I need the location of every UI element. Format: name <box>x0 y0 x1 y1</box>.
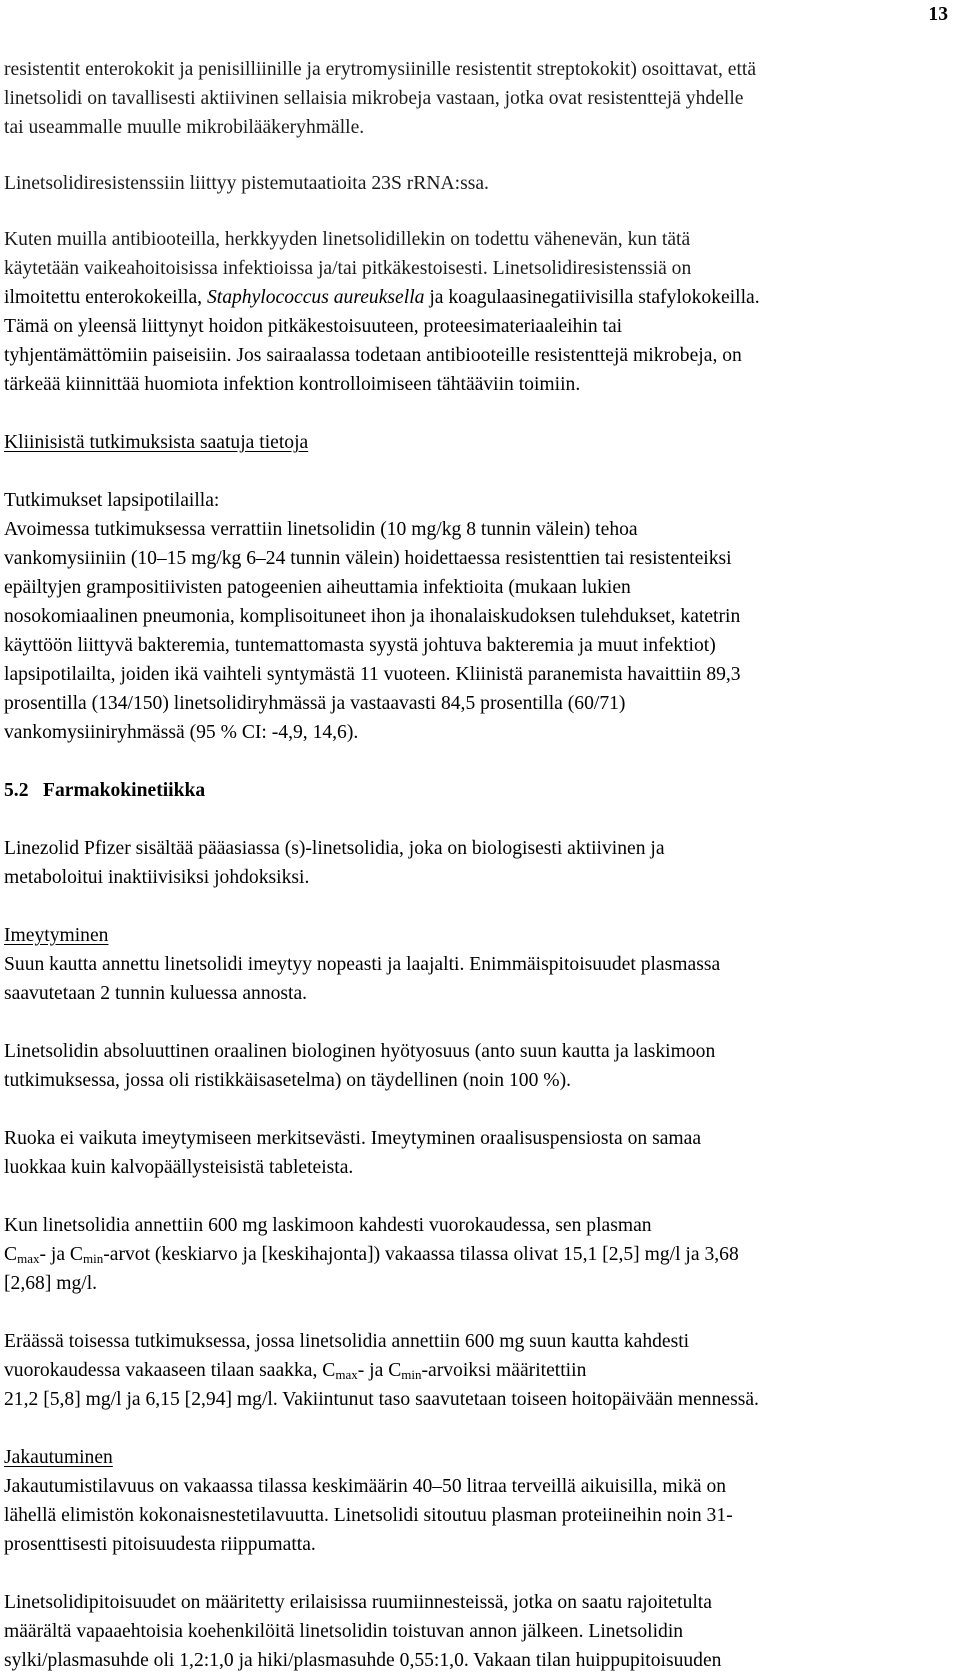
heading-distribution: Jakautuminen <box>4 1447 113 1468</box>
text-line: Tämä on yleensä liittynyt hoidon pitkäkestoisuuteen, proteesimateriaaleihin tai <box>4 316 623 337</box>
text-line <box>4 1240 948 1269</box>
section-number: 5.2 <box>4 780 29 801</box>
subscript: max <box>335 1367 358 1382</box>
paragraph-resistance <box>4 55 948 142</box>
text-line: saavutetaan 2 tunnin kuluessa annosta. <box>4 983 308 1004</box>
text-line: Jakautumistilavuus on vakaassa tilassa keskimäärin 40‒50 litraa terveillä aikuisilla, mikä on <box>4 1476 727 1497</box>
paragraph-susceptibility <box>4 225 948 399</box>
paragraph-food-effect <box>4 1124 948 1182</box>
paragraph-bioavailability <box>4 1037 948 1095</box>
text-line: Avoimessa tutkimuksessa verrattiin linetsolidin (10 mg/kg 8 tunnin välein) tehoa <box>4 519 638 540</box>
text-span: - ja C <box>357 1360 402 1381</box>
text-line: sylki/plasmasuhde oli 1,2:1,0 ja hiki/plasmasuhde 0,55:1,0. Vakaan tilan huippupitoisuuden <box>4 1650 722 1671</box>
text-line: nosokomiaalinen pneumonia, komplisoituneet ihon ja ihonalaiskudoksen tulehdukset, katetrin <box>4 606 741 627</box>
subscript: min <box>401 1367 422 1382</box>
text-line: Kuten muilla antibiooteilla, herkkyyden linetsolidillekin on todettu vähenevän, kun tätä <box>4 229 691 250</box>
text-line: Eräässä toisessa tutkimuksessa, jossa linetsolidia annettiin 600 mg suun kautta kahdesti <box>4 1331 690 1352</box>
paragraph-pediatric-study <box>4 486 948 747</box>
text-line: käyttöön liittyvä bakteremia, tuntemattomasta syystä johtuva bakteremia ja muut infektiot) <box>4 635 716 656</box>
text-line: Linezolid Pfizer sisältää pääasiassa (s)-linetsolidia, joka on biologisesti aktiivinen ja <box>4 838 665 859</box>
text-line: määrältä vapaaehtoisia koehenkilöitä linetsolidin toistuvan annon jälkeen. Linetsolidin <box>4 1621 684 1642</box>
text-line: Tutkimukset lapsipotilailla: <box>4 490 220 511</box>
text-line: Ruoka ei vaikuta imeytymiseen merkitsevästi. Imeytyminen oraalisuspensiosta on samaa <box>4 1128 702 1149</box>
text-line: vankomysiiniryhmässä (95 % CI: -4,9, 14,6). <box>4 722 359 743</box>
text-line: käytetään vaikeahoitoisissa infektioissa ja/tai pitkäkestoisesti. Linetsolidiresistenssiä on <box>4 258 692 279</box>
paragraph-oral-levels <box>4 1327 948 1414</box>
text-line: Suun kautta annettu linetsolidi imeytyy nopeasti ja laajalti. Enimmäispitoisuudet plasmassa <box>4 954 721 975</box>
text-span: C <box>4 1244 18 1265</box>
text-line: [2,68] mg/l. <box>4 1273 98 1294</box>
text-line <box>4 1356 948 1385</box>
species-name: Staphylococcus aureuksella <box>206 287 425 308</box>
text-span: -arvot (keskiarvo ja [keskihajonta]) vakaassa tilassa olivat 15,1 [2,5] mg/l ja 3,68 <box>103 1244 739 1265</box>
paragraph-absorption <box>4 950 948 1008</box>
text-line: resistentit enterokokit ja penisilliinille ja erytromysiinille resistentit streptokokit) osoittavat, että <box>4 59 757 80</box>
text-span: ja koagulaasinegatiivisilla stafylokokeilla. <box>424 287 760 308</box>
text-line: 21,2 [5,8] mg/l ja 6,15 [2,94] mg/l. Vakiintunut taso saavutetaan toiseen hoitopäivään mennessä. <box>4 1389 759 1410</box>
text-line: lapsipotilailta, joiden ikä vaihteli syntymästä 11 vuoteen. Kliinistä paranemista havaittiin 89,3 <box>4 664 741 685</box>
heading-clinical-studies: Kliinisistä tutkimuksista saatuja tietoja <box>4 432 309 453</box>
text-line: tyhjentämättömiin paiseisiin. Jos sairaalassa todetaan antibiooteille resistenttejä mikrobeja, on <box>4 345 742 366</box>
subscript: max <box>17 1251 40 1266</box>
paragraph-composition <box>4 834 948 892</box>
text-span: - ja C <box>39 1244 83 1265</box>
text-line: luokkaa kuin kalvopäällysteisistä tableteista. <box>4 1157 354 1178</box>
subscript: min <box>83 1251 104 1266</box>
text-line: Linetsolidipitoisuudet on määritetty erilaisissa ruumiinnesteissä, jotka on saatu rajoitetulta <box>4 1592 712 1613</box>
text-line: lähellä elimistön kokonaisnestetilavuutta. Linetsolidi sitoutuu plasman proteiineihin noin 31- <box>4 1505 733 1526</box>
section-title: Farmakokinetiikka <box>43 780 206 801</box>
text-line: prosentilla (134/150) linetsolidiryhmässä ja vastaavasti 84,5 prosentilla (60/71) <box>4 693 626 714</box>
text-line: vankomysiiniin (10‒15 mg/kg 6‒24 tunnin välein) hoidettaessa resistenttien tai resistenteiksi <box>4 548 732 569</box>
text-line: epäiltyjen grampositiivisten patogeenien aiheuttamia infektioita (mukaan lukien <box>4 577 631 598</box>
text-line: Linetsolidin absoluuttinen oraalinen biologinen hyötyosuus (anto suun kautta ja laskimoon <box>4 1041 716 1062</box>
text-line: tai useammalle muulle mikrobilääkeryhmälle. <box>4 117 365 138</box>
paragraph-distribution <box>4 1472 948 1559</box>
text-line: prosenttisesti pitoisuudesta riippumatta. <box>4 1534 316 1555</box>
paragraph-mutations: Linetsolidiresistenssiin liittyy pistemutaatioita 23S rRNA:ssa. <box>4 173 489 194</box>
page-number: 13 <box>928 4 948 25</box>
heading-absorption: Imeytyminen <box>4 925 109 946</box>
section-heading-pharmacokinetics <box>4 776 948 805</box>
text-line: tärkeää kiinnittää huomiota infektion kontrolloimiseen tähtääviin toimiin. <box>4 374 581 395</box>
text-span: -arvoiksi määritettiin <box>421 1360 587 1381</box>
text-span: ilmoitettu enterokokeilla, <box>4 287 207 308</box>
text-line: Kun linetsolidia annettiin 600 mg laskimoon kahdesti vuorokaudessa, sen plasman <box>4 1215 652 1236</box>
text-span: vuorokaudessa vakaaseen tilaan saakka, C <box>4 1360 336 1381</box>
document-body <box>4 55 948 1675</box>
text-line: tutkimuksessa, jossa oli ristikkäisasetelma) on täydellinen (noin 100 %). <box>4 1070 572 1091</box>
paragraph-iv-levels <box>4 1211 948 1298</box>
paragraph-body-fluids <box>4 1588 948 1675</box>
text-line: linetsolidi on tavallisesti aktiivinen sellaisia mikrobeja vastaan, jotka ovat resistenttejä yhdelle <box>4 88 744 109</box>
text-line: metaboloitui inaktiivisiksi johdoksiksi. <box>4 867 310 888</box>
text-line <box>4 283 948 312</box>
